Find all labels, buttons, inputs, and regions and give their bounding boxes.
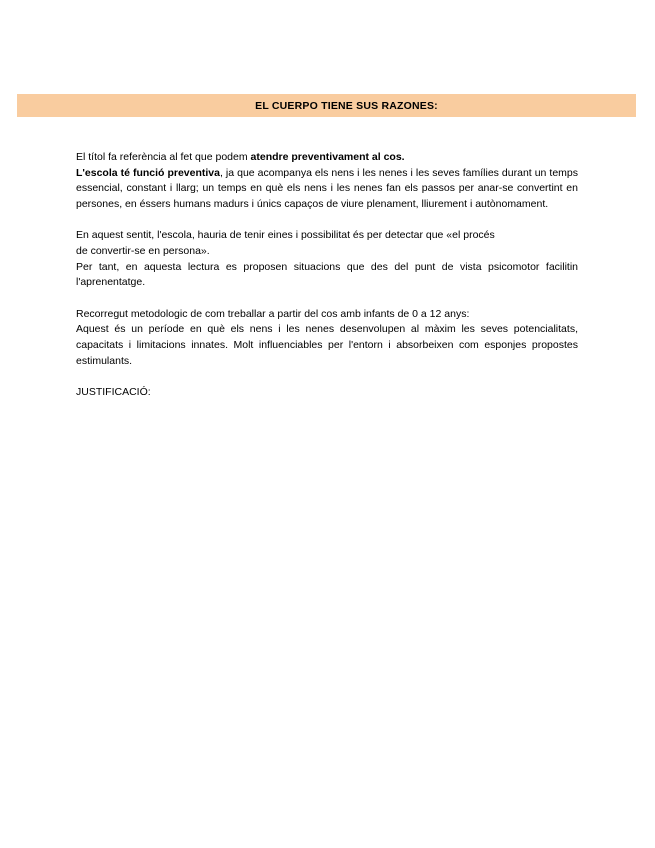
intro-line [76,150,578,166]
title-bar [17,94,636,117]
preventive-paragraph [76,166,578,213]
school-line-2: de convertir-se en persona». [76,244,210,257]
document-title: EL CUERPO TIENE SUS RAZONES: [255,99,438,112]
period-paragraph: Aquest és un període en què els nens i les nenes desenvolupen al màxim les seves potencialitats, capacitats i limitacions innates. Molt influenciables per l'entorn i absorbeixen com esponjes propostes estimulants. [76,323,578,367]
school-line-1: En aquest sentit, l'escola, hauria de tenir eines i possibilitat és per detectar que «el procés [76,229,495,242]
justification-label: JUSTIFICACIÓ: [76,386,151,399]
intro-text: El títol fa referència al fet que podem [76,151,251,163]
document-body [76,150,578,401]
reading-paragraph: Per tant, en aquesta lectura es proposen situacions que des del punt de vista psicomotor facilitin l'aprenentatge. [76,260,578,289]
preventive-text: , ja que acompanya els nens i les nenes i les seves famílies durant un temps essencial, constant i llarg; un temps en què els nens i les nenes fan els passos per anar-se convertint en persones, en éssers humans madurs i únics capaços de viure plenament, lliurement i autònomament. [76,166,578,210]
method-line: Recorregut metodologic de com treballar a partir del cos amb infants de 0 a 12 anys: [76,307,470,320]
intro-bold-text: atendre preventivament al cos. [250,151,405,163]
preventive-bold-text: L'escola té funció preventiva [76,166,220,179]
